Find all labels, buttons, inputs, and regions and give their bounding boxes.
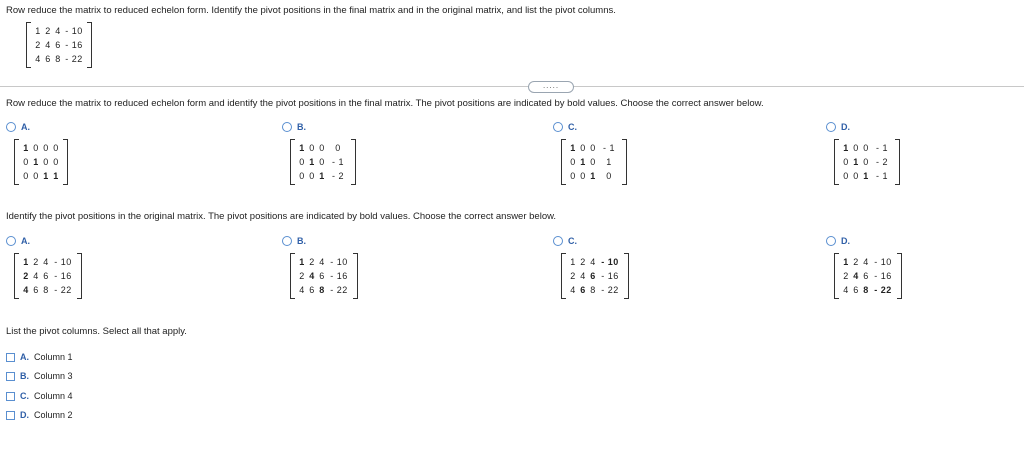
matrix-cell: 1 bbox=[299, 257, 305, 267]
matrix-cell: - 16 bbox=[330, 271, 348, 281]
checkbox-icon bbox=[6, 353, 15, 362]
part2-option-a-matrix bbox=[14, 253, 82, 299]
matrix-cell: 4 bbox=[309, 271, 315, 281]
matrix-cell: 1 bbox=[319, 171, 325, 181]
matrix-cell: 4 bbox=[580, 271, 586, 281]
part2-option-b-matrix bbox=[290, 253, 358, 299]
matrix-cell: 2 bbox=[35, 40, 41, 50]
matrix-cell: 4 bbox=[319, 257, 325, 267]
matrix-cell: 1 bbox=[33, 157, 39, 167]
matrix-cell: 4 bbox=[55, 26, 61, 36]
matrix-cell: 2 bbox=[309, 257, 315, 267]
matrix-cell: 6 bbox=[33, 285, 39, 295]
radio-circle-icon bbox=[826, 122, 836, 132]
part3-option-d-checkbox[interactable]: D. Column 2 bbox=[6, 410, 73, 420]
radio-circle-icon bbox=[553, 122, 563, 132]
matrix-cell: - 10 bbox=[65, 26, 83, 36]
matrix-cell: 0 bbox=[843, 157, 849, 167]
matrix-cell: 4 bbox=[590, 257, 596, 267]
matrix-cell: 1 bbox=[23, 257, 29, 267]
matrix-cell: 1 bbox=[570, 257, 576, 267]
matrix-cell: 1 bbox=[843, 257, 849, 267]
part2-option-b-radio[interactable]: B. bbox=[282, 236, 306, 246]
matrix-cell: 0 bbox=[43, 143, 49, 153]
matrix-cell: 6 bbox=[309, 285, 315, 295]
matrix-cell: 1 bbox=[570, 143, 576, 153]
matrix-cell: 1 bbox=[299, 143, 305, 153]
matrix-cell: 6 bbox=[590, 271, 596, 281]
matrix-cell: 4 bbox=[863, 257, 869, 267]
matrix-cell: 1 bbox=[590, 171, 596, 181]
matrix-cell: 2 bbox=[570, 271, 576, 281]
expand-button[interactable]: ..... bbox=[528, 81, 574, 93]
part2-option-c-matrix bbox=[561, 253, 629, 299]
part1-option-a-radio[interactable]: A. bbox=[6, 122, 30, 132]
matrix-cell: - 16 bbox=[601, 271, 619, 281]
part2-option-d-matrix bbox=[834, 253, 902, 299]
part2-prompt: Identify the pivot positions in the original matrix. The pivot positions are indicated by bold values. Choose the correct answer below. bbox=[6, 211, 557, 222]
matrix-cell: 6 bbox=[43, 271, 49, 281]
matrix-cell: 2 bbox=[299, 271, 305, 281]
matrix-cell: 1 bbox=[843, 143, 849, 153]
matrix-cell: 0 bbox=[309, 143, 315, 153]
matrix-cell: 0 bbox=[863, 143, 869, 153]
matrix-cell: 1 bbox=[863, 171, 869, 181]
matrix-cell: 4 bbox=[45, 40, 51, 50]
matrix-cell: - 16 bbox=[874, 271, 892, 281]
matrix-cell: - 1 bbox=[602, 143, 615, 153]
part3-option-a-checkbox[interactable]: A. Column 1 bbox=[6, 352, 73, 362]
matrix-cell: - 10 bbox=[601, 257, 619, 267]
matrix-cell: 0 bbox=[309, 171, 315, 181]
matrix-cell: 1 bbox=[580, 157, 586, 167]
matrix-cell: 8 bbox=[863, 285, 869, 295]
matrix-cell: - 10 bbox=[54, 257, 72, 267]
matrix-cell: 6 bbox=[319, 271, 325, 281]
checkbox-icon bbox=[6, 372, 15, 381]
part3-option-b-checkbox[interactable]: B. Column 3 bbox=[6, 371, 73, 381]
matrix-cell: - 2 bbox=[331, 171, 344, 181]
matrix-cell: - 1 bbox=[875, 171, 888, 181]
matrix-cell: 0 bbox=[580, 171, 586, 181]
matrix-cell: - 16 bbox=[65, 40, 83, 50]
matrix-cell: 0 bbox=[23, 157, 29, 167]
matrix-cell: 0 bbox=[590, 143, 596, 153]
part3-option-c-checkbox[interactable]: C. Column 4 bbox=[6, 391, 73, 401]
part1-option-d-radio[interactable]: D. bbox=[826, 122, 850, 132]
matrix-cell: 8 bbox=[319, 285, 325, 295]
matrix-cell: 6 bbox=[580, 285, 586, 295]
matrix-cell: - 1 bbox=[331, 157, 344, 167]
part2-option-c-radio[interactable]: C. bbox=[553, 236, 577, 246]
matrix-cell: 0 bbox=[853, 171, 859, 181]
matrix-cell: - 22 bbox=[601, 285, 619, 295]
matrix-cell: - 22 bbox=[330, 285, 348, 295]
checkbox-icon bbox=[6, 411, 15, 420]
matrix-cell: 4 bbox=[570, 285, 576, 295]
part1-option-d-matrix bbox=[834, 139, 900, 185]
matrix-cell: 2 bbox=[843, 271, 849, 281]
matrix-cell: 8 bbox=[43, 285, 49, 295]
matrix-cell: 0 bbox=[843, 171, 849, 181]
radio-circle-icon bbox=[553, 236, 563, 246]
radio-circle-icon bbox=[282, 122, 292, 132]
part1-option-c-radio[interactable]: C. bbox=[553, 122, 577, 132]
part1-option-b-radio[interactable]: B. bbox=[282, 122, 306, 132]
matrix-cell: 2 bbox=[33, 257, 39, 267]
part1-option-a-matrix bbox=[14, 139, 68, 185]
matrix-cell: - 22 bbox=[54, 285, 72, 295]
matrix-cell: 2 bbox=[23, 271, 29, 281]
matrix-cell: 0 bbox=[53, 157, 59, 167]
matrix-cell: 2 bbox=[853, 257, 859, 267]
matrix-cell: 1 bbox=[23, 143, 29, 153]
matrix-cell: 0 bbox=[23, 171, 29, 181]
matrix-cell: 0 bbox=[43, 157, 49, 167]
matrix-cell: 8 bbox=[55, 54, 61, 64]
matrix-cell: 4 bbox=[23, 285, 29, 295]
part3-prompt: List the pivot columns. Select all that apply. bbox=[6, 326, 187, 337]
part2-option-d-radio[interactable]: D. bbox=[826, 236, 850, 246]
part2-option-a-radio[interactable]: A. bbox=[6, 236, 30, 246]
matrix-cell: 2 bbox=[45, 26, 51, 36]
matrix-cell: 4 bbox=[843, 285, 849, 295]
matrix-cell: 0 bbox=[33, 171, 39, 181]
original-matrix bbox=[26, 22, 92, 68]
section-divider bbox=[0, 86, 1024, 87]
matrix-cell: 0 bbox=[299, 171, 305, 181]
matrix-cell: 1 bbox=[53, 171, 59, 181]
matrix-cell: 0 bbox=[319, 143, 325, 153]
matrix-cell: 1 bbox=[35, 26, 41, 36]
matrix-cell: 0 bbox=[853, 143, 859, 153]
radio-circle-icon bbox=[282, 236, 292, 246]
matrix-cell: 1 bbox=[853, 157, 859, 167]
matrix-cell: 0 bbox=[53, 143, 59, 153]
matrix-cell: 1 bbox=[606, 157, 612, 167]
matrix-cell: 4 bbox=[43, 257, 49, 267]
matrix-cell: 0 bbox=[319, 157, 325, 167]
matrix-cell: 6 bbox=[45, 54, 51, 64]
checkbox-icon bbox=[6, 392, 15, 401]
matrix-cell: - 1 bbox=[875, 143, 888, 153]
matrix-cell: 0 bbox=[580, 143, 586, 153]
matrix-cell: 0 bbox=[33, 143, 39, 153]
matrix-cell: 4 bbox=[35, 54, 41, 64]
part1-option-b-matrix bbox=[290, 139, 356, 185]
matrix-cell: 8 bbox=[590, 285, 596, 295]
matrix-cell: - 2 bbox=[875, 157, 888, 167]
matrix-cell: 4 bbox=[853, 271, 859, 281]
question-instruction: Row reduce the matrix to reduced echelon form. Identify the pivot positions in the final matrix and in the original matrix, and list the pivot columns. bbox=[6, 5, 616, 16]
matrix-cell: 0 bbox=[863, 157, 869, 167]
part1-option-c-matrix bbox=[561, 139, 627, 185]
matrix-cell: 0 bbox=[299, 157, 305, 167]
matrix-cell: 0 bbox=[570, 157, 576, 167]
radio-circle-icon bbox=[6, 122, 16, 132]
matrix-cell: - 10 bbox=[874, 257, 892, 267]
matrix-cell: 0 bbox=[335, 143, 341, 153]
matrix-cell: 1 bbox=[43, 171, 49, 181]
matrix-cell: 0 bbox=[590, 157, 596, 167]
radio-circle-icon bbox=[6, 236, 16, 246]
matrix-cell: 0 bbox=[606, 171, 612, 181]
matrix-cell: 6 bbox=[853, 285, 859, 295]
matrix-cell: - 10 bbox=[330, 257, 348, 267]
radio-circle-icon bbox=[826, 236, 836, 246]
matrix-cell: 2 bbox=[580, 257, 586, 267]
matrix-cell: 6 bbox=[863, 271, 869, 281]
matrix-cell: 6 bbox=[55, 40, 61, 50]
matrix-cell: 0 bbox=[570, 171, 576, 181]
matrix-cell: 1 bbox=[309, 157, 315, 167]
matrix-cell: - 22 bbox=[65, 54, 83, 64]
matrix-cell: 4 bbox=[299, 285, 305, 295]
matrix-cell: - 22 bbox=[874, 285, 892, 295]
matrix-cell: 4 bbox=[33, 271, 39, 281]
matrix-cell: - 16 bbox=[54, 271, 72, 281]
part1-prompt: Row reduce the matrix to reduced echelon form and identify the pivot positions in the final matrix. The pivot positions are indicated by bold values. Choose the correct answer below. bbox=[6, 98, 764, 109]
